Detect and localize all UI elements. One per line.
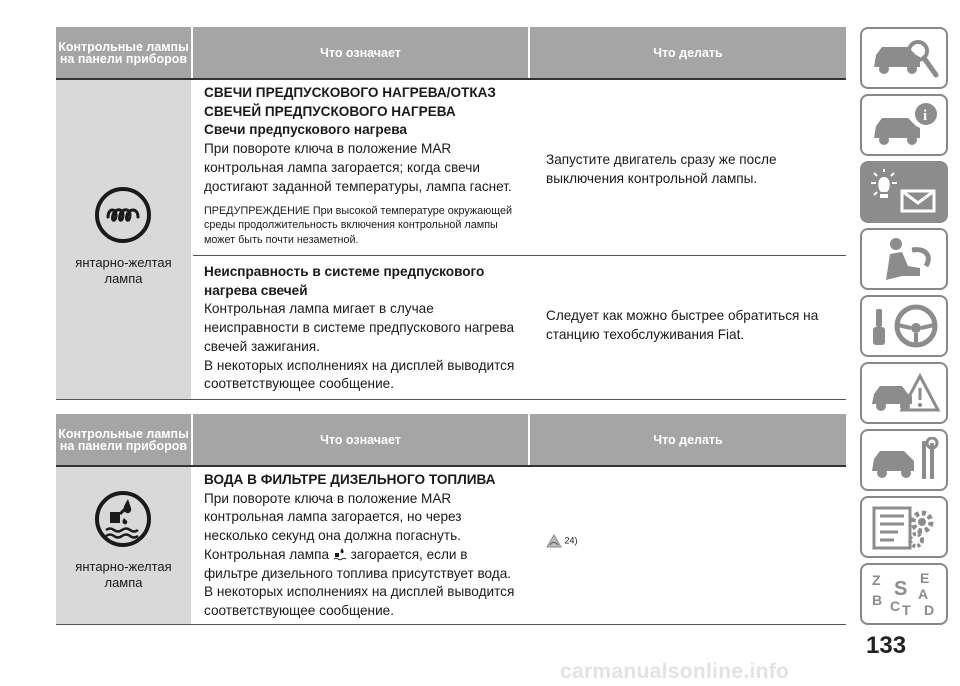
action-cell-1: Запустите двигатель сразу же после выключения контрольной лампы. (546, 152, 777, 186)
tab-technical-data[interactable] (860, 496, 948, 558)
alphabet-index-icon (868, 571, 942, 617)
header-meaning: Что означает (193, 414, 528, 465)
table-bottom-line (56, 624, 846, 625)
index-letter: T (902, 602, 911, 617)
warning-table-1 (56, 27, 846, 400)
header-action: Что делать (530, 414, 846, 465)
row-text: В некоторых исполнениях на дисплей выводится соответствующее сообщение. (204, 357, 515, 392)
water-in-fuel-icon (94, 490, 152, 548)
svg-text:i: i (923, 108, 928, 124)
tab-maintenance[interactable] (860, 429, 948, 491)
tab-safety[interactable] (860, 228, 948, 290)
car-service-tools-icon (868, 437, 942, 483)
index-letter: C (890, 598, 901, 614)
row-title-line2: СВЕЧЕЙ ПРЕДПУСКОВОГО НАГРЕВА (204, 103, 456, 119)
tab-car-search[interactable] (860, 27, 948, 89)
steering-wheel-key-icon (868, 303, 942, 349)
car-emergency-icon (868, 370, 942, 416)
row-title-line1: СВЕЧИ ПРЕДПУСКОВОГО НАГРЕВА/ОТКАЗ (204, 85, 496, 100)
car-info-icon (868, 102, 942, 148)
header-meaning: Что означает (193, 27, 528, 78)
car-search-icon (868, 35, 942, 81)
warning-lamp-message-icon (868, 169, 942, 215)
page-number: 133 (866, 632, 907, 659)
index-letter: B (872, 592, 883, 608)
tab-emergency[interactable] (860, 362, 948, 424)
action-cell-3 (546, 534, 578, 548)
row-subtitle: Свечи предпускового нагрева (204, 122, 407, 138)
header-lamps: Контрольные лампы на панели приборов (56, 414, 191, 465)
row-text: В некоторых исполнениях на дисплей выводится соответствующее сообщение. (204, 584, 515, 618)
tab-warning-lamps[interactable] (860, 161, 948, 223)
row-subtitle: Неисправность в системе предпускового нагрева свечей (204, 264, 485, 298)
index-letter: A (918, 586, 929, 602)
row-text: При повороте ключа в положение MAR контрольная лампа загорается, но через несколько секунд она должна погаснуть. (204, 490, 462, 544)
lamp-cell (56, 80, 191, 400)
glow-plug-icon (94, 186, 152, 244)
row-title: ВОДА В ФИЛЬТРЕ ДИЗЕЛЬНОГО ТОПЛИВА (204, 472, 496, 487)
tab-car-info[interactable] (860, 94, 948, 156)
warning-table-2 (56, 414, 846, 625)
index-letter: D (924, 602, 935, 617)
tab-index[interactable] (860, 563, 948, 625)
row-text: При повороте ключа в положение MAR контрольная лампа загорается; когда свечи достигают заданной температуры, лампа гаснет. (204, 141, 512, 194)
watermark: carmanualsonline.info (560, 660, 790, 683)
seat-airbag-icon (868, 236, 942, 282)
lamp-caption: янтарно-желтая лампа (75, 255, 172, 286)
meaning-cell-1 (204, 84, 522, 247)
tab-starting-driving[interactable] (860, 295, 948, 357)
index-letter: S (894, 578, 908, 600)
reference-number: 24) (564, 535, 578, 546)
row-divider (193, 255, 846, 256)
specs-gear-icon (868, 504, 942, 550)
warning-note: ПРЕДУПРЕЖДЕНИЕ При высокой температуре окружающей среды продолжительность включения контрольной лампы может быть почти незаметной. (204, 205, 513, 246)
index-letter: Z (872, 572, 881, 588)
header-action: Что делать (530, 27, 846, 78)
row-text-with-icon: Контрольная лампа загорается, если в фильтре дизельного топлива присутствует вода. (204, 546, 512, 581)
action-cell-2: Следует как можно быстрее обратиться на станцию техобслуживания Fiat. (546, 308, 819, 342)
warning-triangle-icon (546, 534, 562, 548)
table-bottom-line (56, 399, 846, 400)
index-letter: E (920, 571, 930, 586)
lamp-caption: янтарно-желтая лампа (75, 559, 172, 590)
row-text: Контрольная лампа мигает в случае неисправности в системе предпускового нагрева свечей зажигания. (204, 301, 515, 354)
header-lamps: Контрольные лампы на панели приборов (56, 27, 191, 78)
meaning-cell-3 (204, 471, 522, 621)
water-in-fuel-icon (333, 547, 347, 561)
chapter-sidebar (860, 27, 948, 627)
lamp-cell (56, 467, 191, 624)
meaning-cell-2 (204, 263, 522, 394)
